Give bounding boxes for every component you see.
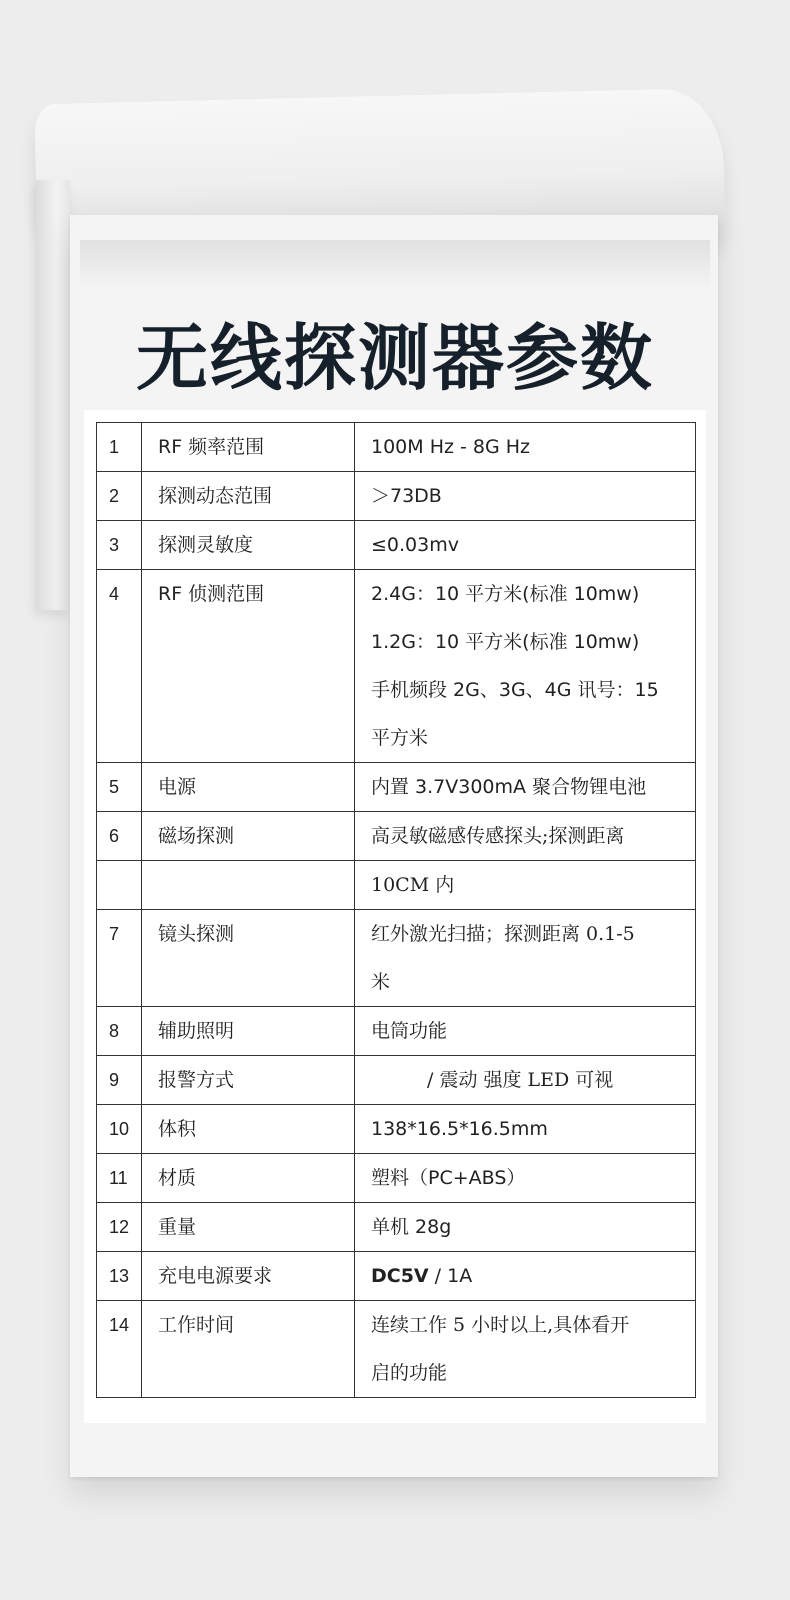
param-value-bold: DC5V [371,1265,429,1287]
param-name: 体积 [158,1118,197,1140]
param-value-line: 米 [371,971,391,993]
param-value-line: 1.2G：10 平方米(标准 10mw) [371,631,640,653]
param-name: 工作时间 [158,1314,235,1336]
param-value: 138*16.5*16.5mm [371,1118,548,1140]
spec-table [96,422,696,1398]
row-number: 1 [109,437,120,457]
row-number: 11 [109,1168,128,1188]
param-value: ＞73DB [371,485,442,507]
row-number: 9 [109,1070,120,1090]
param-name: RF 频率范围 [158,436,265,458]
param-name: 辅助照明 [158,1020,235,1042]
row-number: 8 [109,1021,120,1041]
param-name: 电源 [158,776,197,798]
row-number: 4 [109,584,120,604]
row-number: 2 [109,486,120,506]
row-number: 14 [109,1315,130,1335]
param-value-line: 启的功能 [371,1362,448,1384]
page-title: 无线探测器参数 [135,316,654,400]
table-row [97,1154,696,1203]
table-row [97,1252,696,1301]
table-row [97,1203,696,1252]
param-value: 10CM 内 [371,874,455,896]
param-value-rest: / 1A [428,1265,473,1287]
param-value: 内置 3.7V300mA 聚合物锂电池 [371,776,647,798]
table-row [97,1105,696,1154]
param-name: 探测动态范围 [158,485,273,507]
table-row [97,861,696,910]
table-row [97,521,696,570]
param-value-line: 手机频段 2G、3G、4G 讯号：15 [371,679,659,701]
table-row [97,472,696,521]
table-row [97,1007,696,1056]
param-value-line: 连续工作 5 小时以上,具体看开 [371,1314,630,1336]
curl-shadow [80,240,710,290]
row-number: 6 [109,826,120,846]
param-name: RF 侦测范围 [158,583,265,605]
param-name: 重量 [158,1216,197,1238]
param-name: 报警方式 [158,1069,235,1091]
row-number: 13 [109,1266,130,1286]
spec-table-card [84,410,706,1423]
table-row [97,570,696,763]
row-number: 10 [109,1119,130,1139]
table-row [97,423,696,472]
table-row [97,1056,696,1105]
param-name: 磁场探测 [158,825,235,847]
row-number: 7 [109,924,120,944]
param-value: 高灵敏磁感传感探头;探测距离 [371,825,625,847]
param-name: 材质 [158,1167,197,1189]
param-value: / 震动 强度 LED 可视 [427,1069,614,1091]
table-row [97,910,696,1007]
param-value-line: 2.4G：10 平方米(标准 10mw) [371,583,640,605]
param-value-line: 平方米 [371,727,429,749]
param-value: 电筒功能 [371,1020,448,1042]
row-number: 5 [109,777,120,797]
param-value: 100M Hz - 8G Hz [371,436,531,458]
table-row [97,812,696,861]
param-name: 探测灵敏度 [158,534,254,556]
param-value [355,1252,695,1300]
row-number: 3 [109,535,120,555]
param-name: 镜头探测 [158,923,235,945]
param-name: 充电电源要求 [158,1265,273,1287]
row-number: 12 [109,1217,130,1237]
table-row [97,763,696,812]
param-value: ≤0.03mv [371,534,459,556]
param-value-line: 红外激光扫描；探测距离 0.1-5 [371,923,635,945]
param-value: 单机 28g [371,1216,452,1238]
param-value: 塑料（PC+ABS） [371,1167,526,1189]
table-row [97,1301,696,1398]
